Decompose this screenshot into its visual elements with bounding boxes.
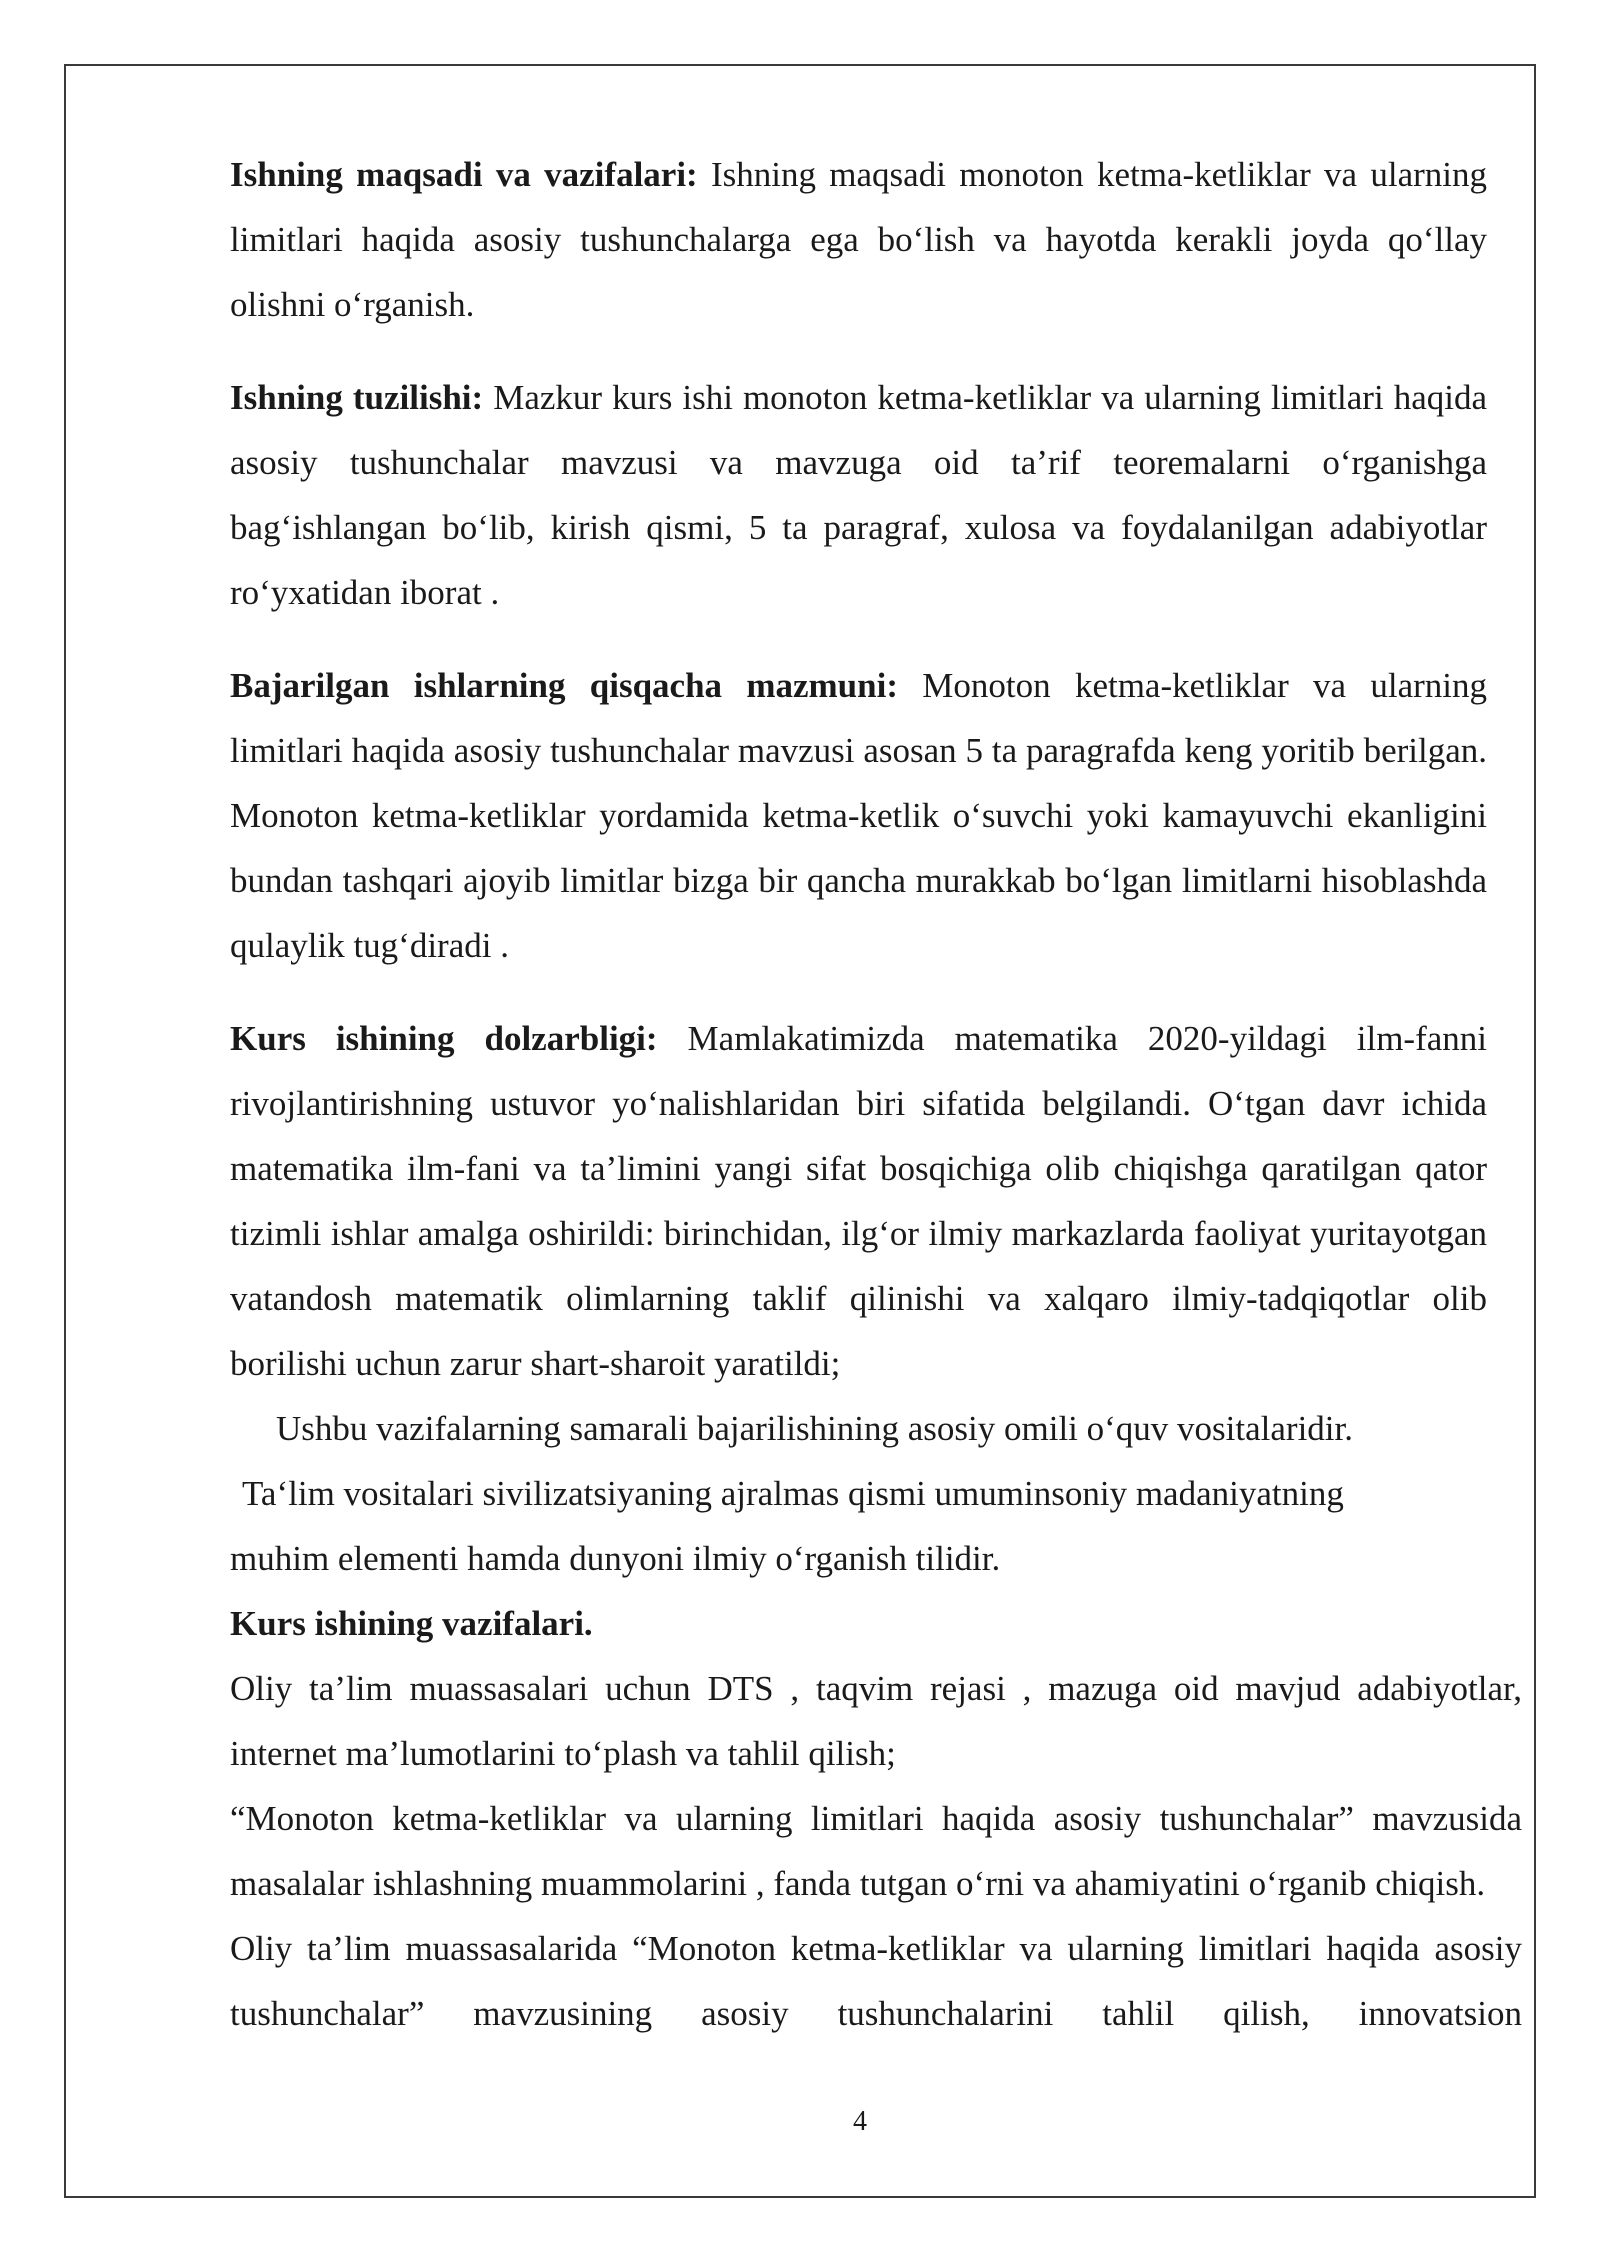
heading-structure: Ishning tuzilishi: bbox=[230, 378, 484, 417]
task-item: Oliy ta’lim muassasalarida “Monoton ketma-ketliklar va ularning limitlari haqida asosiy tushunchalar” mavzusining asosiy tushunchalarini tahlil qilish, innovatsion bbox=[230, 1929, 1522, 2033]
tasks-heading bbox=[230, 1591, 1522, 1656]
text-summary: Monoton ketma-ketliklar va ularning limitlari haqida asosiy tushunchalar mavzusi asosan 5 ta paragrafda keng yoritib berilgan. Monoton ketma-ketliklar yordamida ketma-ketlik o‘suvchi yoki kamayuvchi ekanligini bundan tashqari ajoyib limitlar bizga bir qancha murakkab bo‘lgan limitlarni hisoblashda qulaylik tug‘diradi . bbox=[230, 666, 1487, 965]
heading-goals: Ishning maqsadi va vazifalari: bbox=[230, 155, 698, 194]
text-goals: Ishning maqsadi monoton ketma-ketliklar va ularning limitlari haqida asosiy tushunchalarga ega bo‘lish va hayotda kerakli joyda qo‘llay olishni o‘rganish. bbox=[230, 155, 1488, 324]
vosita-line-2: Ta‘lim vositalari sivilizatsiyaning ajralmas qismi umuminsoniy madaniyatning bbox=[242, 1474, 1344, 1513]
heading-relevance: Kurs ishining dolzarbligi: bbox=[230, 1019, 658, 1058]
paragraph-goals bbox=[230, 142, 1487, 337]
paragraph-summary bbox=[230, 653, 1487, 978]
document-body bbox=[230, 142, 1522, 2046]
paragraph-relevance bbox=[230, 1006, 1487, 1396]
text-relevance: Mamlakatimizda matematika 2020-yildagi ilm-fanni rivojlantirishning ustuvor yo‘nalishlaridan biri sifatida belgilandi. O‘tgan davr ichida matematika ilm-fani va ta’limini yangi sifat bosqichiga olib chiqishga qaratilgan qator tizimli ishlar amalga oshirildi: birinchidan, ilg‘or ilmiy markazlarda faoliyat yuritayotgan vatandosh matematik olimlarning taklif qilinishi va xalqaro ilmiy-tadqiqotlar olib borilishi uchun zarur shart-sharoit yaratildi; bbox=[230, 1019, 1487, 1383]
task-item: “Monoton ketma-ketliklar va ularning limitlari haqida asosiy tushunchalar” mavzusida masalalar ishlashning muammolarini , fanda tutgan o‘rni va ahamiyatini o‘rganib chiqish. bbox=[230, 1799, 1522, 1903]
page-number: 4 bbox=[853, 2106, 867, 2137]
tasks-heading-text: Kurs ishining vazifalari. bbox=[230, 1604, 593, 1643]
heading-summary: Bajarilgan ishlarning qisqacha mazmuni: bbox=[230, 666, 898, 705]
paragraph-structure bbox=[230, 365, 1487, 625]
vosita-line-3: muhim elementi hamda dunyoni ilmiy o‘rganish tilidir. bbox=[230, 1539, 1001, 1578]
text-structure: Mazkur kurs ishi monoton ketma-ketliklar va ularning limitlari haqida asosiy tushunchalar mavzusi va mavzuga oid ta’rif teoremalarni o‘rganishga bag‘ishlangan bo‘lib, kirish qismi, 5 ta paragraf, xulosa va foydalanilgan adabiyotlar ro‘yxatidan iborat . bbox=[230, 378, 1487, 612]
vosita-line-1: Ushbu vazifalarning samarali bajarilishining asosiy omili o‘quv vositalaridir. bbox=[276, 1409, 1354, 1448]
task-item: Oliy ta’lim muassasalari uchun DTS , taqvim rejasi , mazuga oid mavjud adabiyotlar, internet ma’lumotlarini to‘plash va tahlil qilish; bbox=[230, 1669, 1522, 1773]
